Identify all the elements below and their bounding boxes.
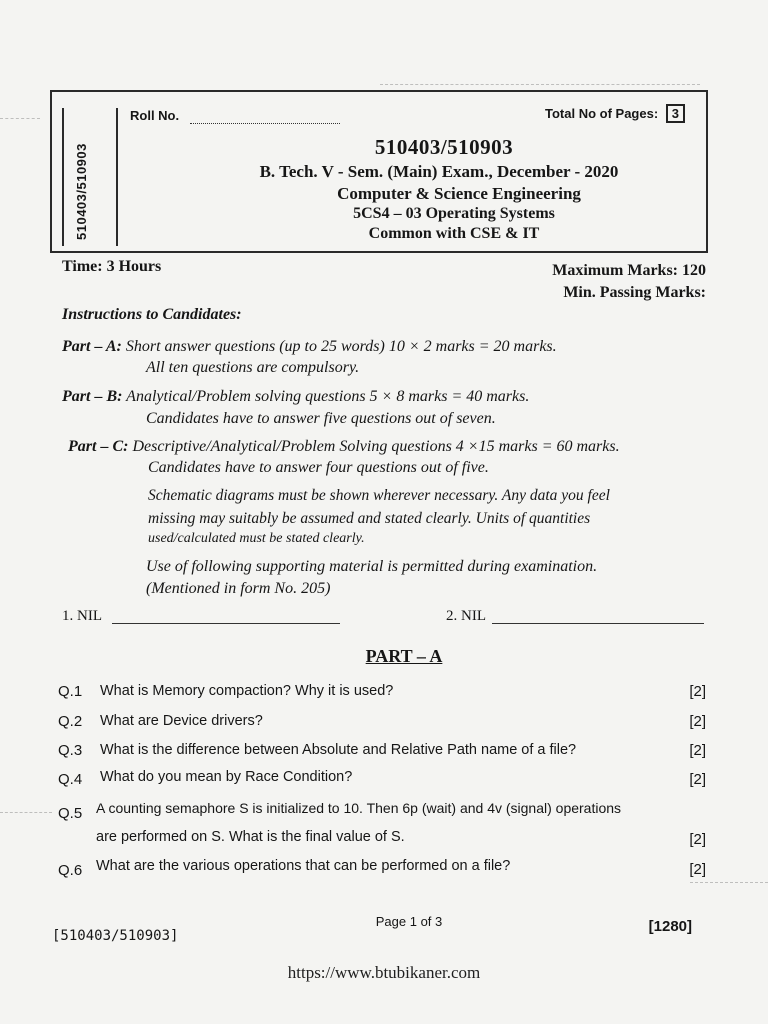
part-b-label: Part – B: bbox=[62, 388, 123, 405]
question-number: Q.2 bbox=[58, 713, 83, 730]
part-a-text: Short answer questions (up to 25 words) 10 × 2 marks = 20 marks. bbox=[125, 338, 557, 355]
paper-code: 510403/510903 bbox=[374, 135, 514, 159]
question-marks: [2] bbox=[689, 683, 706, 700]
page-number: Page 1 of 3 bbox=[375, 914, 443, 929]
part-a-heading: PART – A bbox=[365, 646, 443, 666]
part-c-label: Part – C: bbox=[68, 438, 129, 455]
stamp-code: 510403/510903 bbox=[74, 143, 89, 240]
part-a-instruction bbox=[62, 336, 557, 357]
question-number: Q.1 bbox=[58, 683, 83, 700]
support-item-1: 1. NIL bbox=[62, 608, 102, 624]
question-text: What are Device drivers? bbox=[100, 713, 263, 729]
question-marks: [2] bbox=[689, 713, 706, 730]
support-note-2: (Mentioned in form No. 205) bbox=[146, 580, 331, 597]
scan-artifact bbox=[380, 84, 700, 85]
part-c-text: Descriptive/Analytical/Problem Solving questions 4 ×15 marks = 60 marks. bbox=[132, 438, 620, 455]
part-a-label: Part – A: bbox=[62, 338, 122, 355]
roll-no-field[interactable] bbox=[190, 123, 340, 124]
support-item-2: 2. NIL bbox=[446, 608, 486, 624]
department-title: Computer & Science Engineering bbox=[337, 184, 581, 203]
question-text: What is Memory compaction? Why it is used? bbox=[100, 683, 394, 699]
source-url[interactable]: https://www.btubikaner.com bbox=[287, 963, 481, 982]
question-number: Q.5 bbox=[58, 805, 83, 822]
scan-artifact bbox=[0, 812, 52, 813]
footer-serial: [1280] bbox=[648, 918, 692, 935]
footer-paper-code: [510403/510903] bbox=[52, 928, 179, 944]
scan-artifact bbox=[690, 882, 768, 883]
question-text: What are the various operations that can be performed on a file? bbox=[96, 858, 511, 874]
total-pages-value: 3 bbox=[666, 104, 685, 123]
part-b-note: Candidates have to answer five questions out of seven. bbox=[146, 410, 496, 427]
support-item-2-line bbox=[492, 623, 704, 624]
question-number: Q.3 bbox=[58, 742, 83, 759]
question-marks: [2] bbox=[689, 771, 706, 788]
question-number: Q.4 bbox=[58, 771, 83, 788]
question-marks: [2] bbox=[689, 742, 706, 759]
schematic-note-1: Schematic diagrams must be shown wherever necessary. Any data you feel bbox=[148, 487, 610, 504]
total-pages bbox=[545, 104, 685, 123]
schematic-note-2: missing may suitably be assumed and stated clearly. Units of quantities bbox=[148, 510, 591, 527]
question-marks: [2] bbox=[689, 831, 706, 848]
support-note-1: Use of following supporting material is permitted during examination. bbox=[146, 558, 598, 575]
total-pages-label: Total No of Pages: bbox=[545, 106, 659, 121]
schematic-note-3: used/calculated must be stated clearly. bbox=[148, 531, 365, 546]
exam-title: B. Tech. V - Sem. (Main) Exam., December - 2020 bbox=[259, 162, 619, 181]
question-text: A counting semaphore S is initialized to 10. Then 6p (wait) and 4v (signal) operations bbox=[96, 800, 622, 816]
part-b-instruction bbox=[62, 386, 529, 407]
question-text: What is the difference between Absolute and Relative Path name of a file? bbox=[100, 742, 577, 758]
part-a-note: All ten questions are compulsory. bbox=[146, 359, 360, 376]
exam-time: Time: 3 Hours bbox=[62, 258, 162, 275]
part-b-text: Analytical/Problem solving questions 5 × 8 marks = 40 marks. bbox=[126, 388, 530, 405]
part-c-note: Candidates have to answer four questions out of five. bbox=[148, 459, 489, 476]
common-with: Common with CSE & IT bbox=[368, 225, 540, 242]
maximum-marks: Maximum Marks: 120 bbox=[552, 262, 706, 279]
question-number: Q.6 bbox=[58, 862, 83, 879]
min-passing-marks: Min. Passing Marks: bbox=[563, 284, 706, 301]
question-text-continued: are performed on S. What is the final value of S. bbox=[96, 829, 405, 845]
subject-title: 5CS4 – 03 Operating Systems bbox=[353, 205, 555, 222]
scan-artifact bbox=[0, 118, 40, 119]
roll-no-label: Roll No. bbox=[130, 108, 180, 123]
question-marks: [2] bbox=[689, 861, 706, 878]
question-text: What do you mean by Race Condition? bbox=[100, 769, 353, 785]
instructions-title: Instructions to Candidates: bbox=[62, 306, 242, 323]
part-c-instruction bbox=[68, 436, 620, 457]
support-item-1-line bbox=[112, 623, 340, 624]
